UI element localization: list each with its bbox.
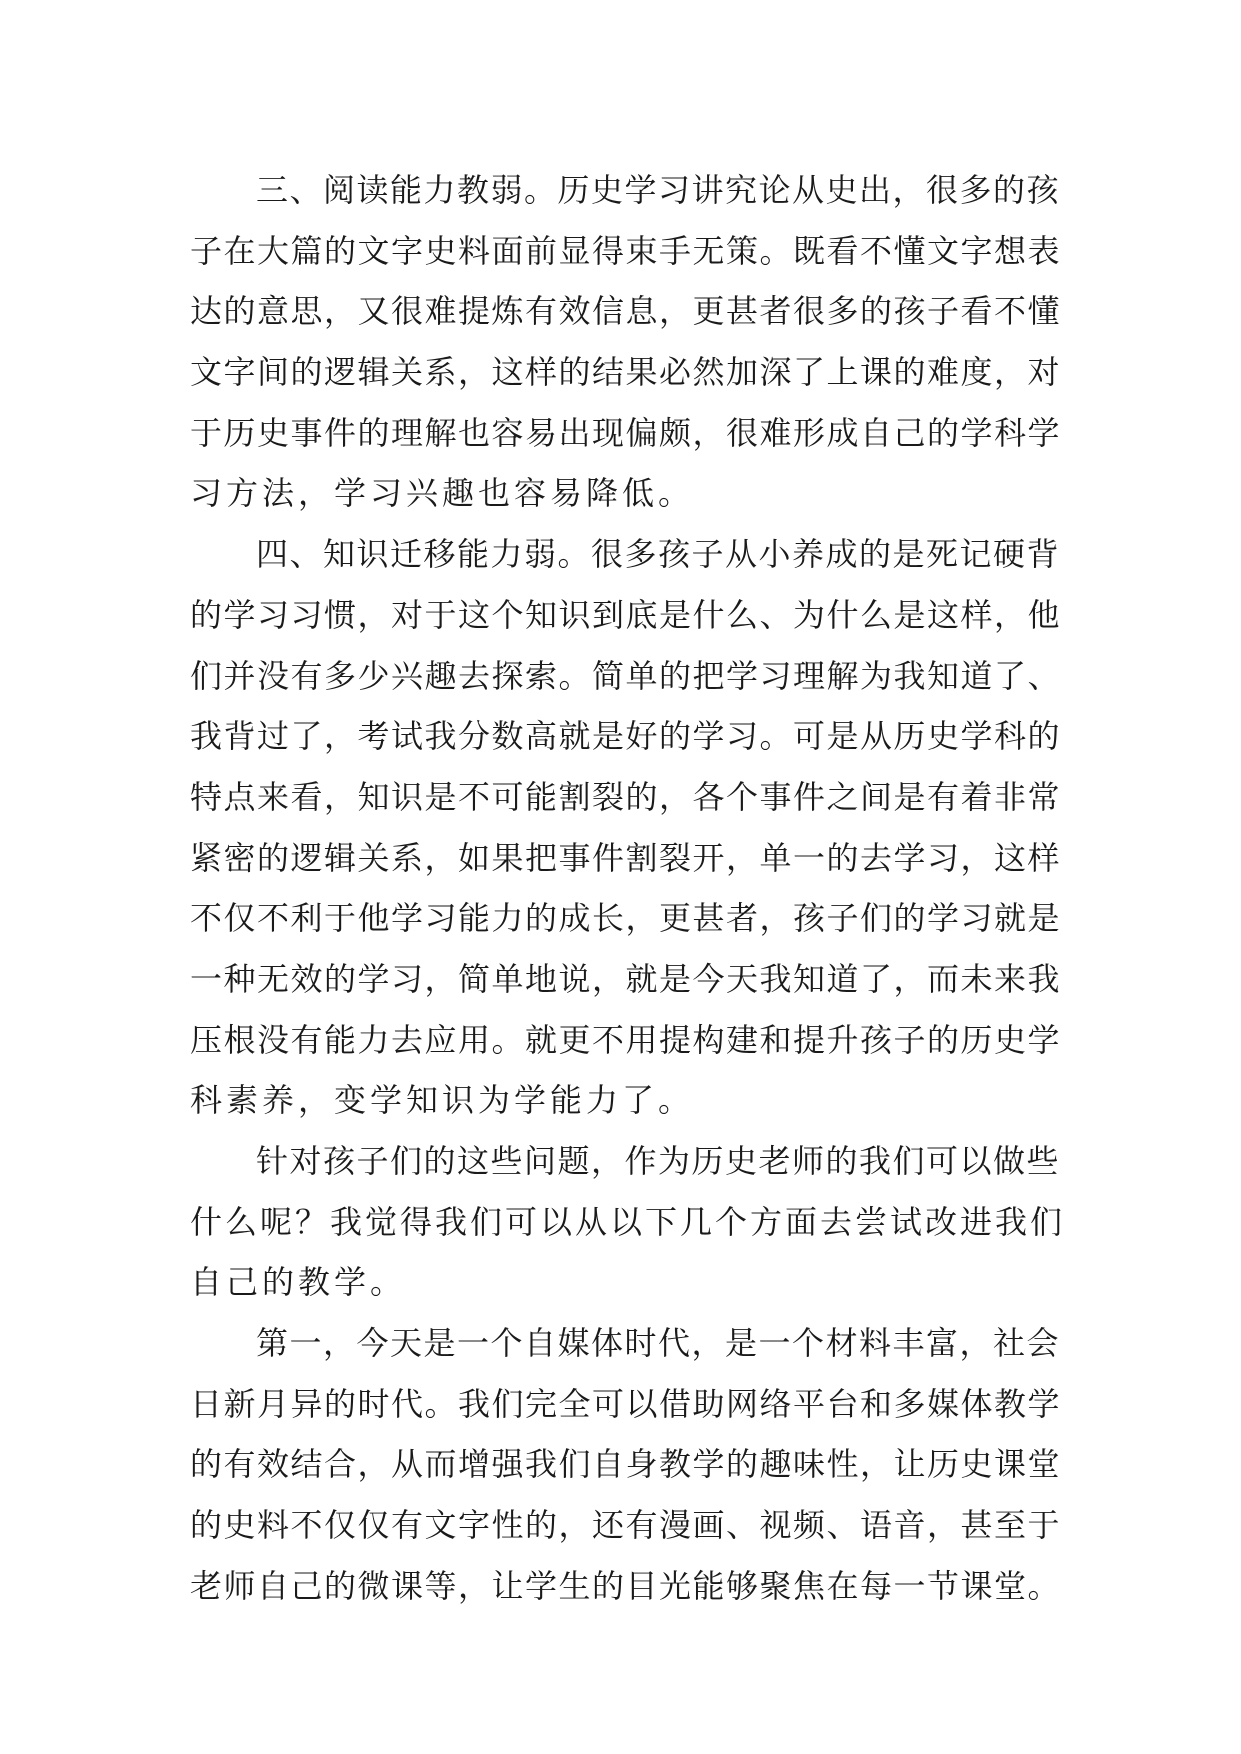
paragraph-first-measure [190, 1313, 1070, 1616]
paragraph-line: 达的意思，又很难提炼有效信息，更甚者很多的孩子看不懂 [190, 292, 1062, 331]
paragraph-line: 老师自己的微课等，让学生的目光能够聚焦在每一节课堂。 [190, 1566, 1062, 1605]
paragraph-teacher-response [190, 1131, 1070, 1313]
paragraph-line: 的史料不仅仅有文字性的，还有漫画、视频、语音，甚至于 [190, 1506, 1062, 1545]
paragraph-knowledge-transfer [190, 524, 1070, 1131]
paragraph-line: 科素养，变学知识为学能力了。 [190, 1081, 695, 1120]
paragraph-line: 日新月异的时代。我们完全可以借助网络平台和多媒体教学 [190, 1384, 1062, 1423]
paragraph-line: 自己的教学。 [190, 1263, 407, 1302]
paragraph-line: 三、阅读能力教弱。历史学习讲究论从史出，很多的孩 [256, 171, 1061, 209]
paragraph-line: 紧密的逻辑关系，如果把事件割裂开，单一的去学习，这样 [190, 838, 1062, 877]
paragraph-line: 的学习习惯，对于这个知识到底是什么、为什么是这样，他 [190, 595, 1062, 634]
paragraph-line: 的有效结合，从而增强我们自身教学的趣味性，让历史课堂 [190, 1445, 1062, 1484]
paragraph-line: 针对孩子们的这些问题，作为历史老师的我们可以做些 [256, 1142, 1061, 1180]
paragraph-line: 四、知识迁移能力弱。很多孩子从小养成的是死记硬背 [256, 535, 1061, 574]
paragraph-line: 我背过了，考试我分数高就是好的学习。可是从历史学科的 [190, 717, 1062, 756]
paragraph-line: 于历史事件的理解也容易出现偏颇，很难形成自己的学科学 [190, 413, 1062, 452]
paragraph-line: 压根没有能力去应用。就更不用提构建和提升孩子的历史学 [190, 1020, 1062, 1059]
paragraph-line: 不仅不利于他学习能力的成长，更甚者，孩子们的学习就是 [190, 899, 1062, 938]
paragraph-line: 一种无效的学习，简单地说，就是今天我知道了，而未来我 [190, 959, 1062, 998]
paragraph-line: 习方法，学习兴趣也容易降低。 [190, 474, 695, 513]
paragraph-line: 特点来看，知识是不可能割裂的，各个事件之间是有着非常 [190, 777, 1062, 816]
document-body [190, 160, 1070, 1617]
paragraph-line: 第一，今天是一个自媒体时代，是一个材料丰富，社会 [256, 1324, 1061, 1363]
paragraph-line: 文字间的逻辑关系，这样的结果必然加深了上课的难度，对 [190, 353, 1062, 392]
paragraph-reading-ability [190, 160, 1070, 524]
paragraph-line: 什么呢？我觉得我们可以从以下几个方面去尝试改进我们 [190, 1202, 1066, 1241]
paragraph-line: 们并没有多少兴趣去探索。简单的把学习理解为我知道了、 [190, 656, 1062, 695]
paragraph-line: 子在大篇的文字史料面前显得束手无策。既看不懂文字想表 [190, 231, 1062, 270]
